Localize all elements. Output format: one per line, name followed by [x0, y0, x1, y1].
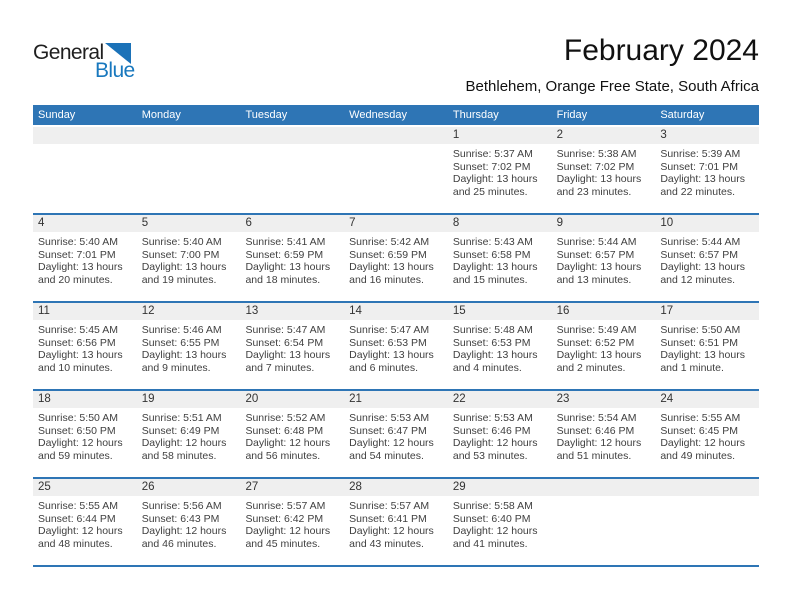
day-number: 17 — [655, 303, 759, 320]
daylight-minutes-text: and 59 minutes. — [38, 450, 113, 463]
sunset-text: Sunset: 6:51 PM — [660, 336, 738, 349]
day-cell-14 — [344, 303, 448, 389]
daylight-hours-text: Daylight: 13 hours — [556, 173, 642, 186]
sunrise-text: Sunrise: 5:48 AM — [452, 324, 533, 336]
sunset-text: Sunset: 7:00 PM — [141, 248, 220, 261]
day-cell-9 — [552, 215, 656, 301]
sunset-text: Sunset: 6:53 PM — [349, 336, 427, 349]
daylight-minutes-text: and 15 minutes. — [452, 274, 528, 287]
daylight-hours-text: Daylight: 12 hours — [141, 437, 227, 450]
daylight-minutes-text: and 43 minutes. — [349, 538, 424, 551]
sunrise-text: Sunrise: 5:44 AM — [556, 236, 637, 248]
daylight-minutes-text: and 45 minutes. — [245, 538, 321, 551]
day-cell-3 — [655, 127, 759, 213]
day-details — [552, 408, 656, 463]
day-details — [33, 408, 137, 463]
day-details — [344, 408, 448, 463]
sunrise-text: Sunrise: 5:54 AM — [556, 412, 637, 424]
day-cell-7 — [344, 215, 448, 301]
weekday-header-tuesday: Tuesday — [245, 109, 288, 121]
weeks-container — [33, 127, 759, 567]
sunset-text: Sunset: 6:59 PM — [349, 248, 427, 261]
day-cell-12 — [137, 303, 241, 389]
daylight-hours-text: Daylight: 13 hours — [245, 261, 331, 274]
daylight-hours-text: Daylight: 12 hours — [245, 525, 331, 538]
day-number: 3 — [655, 127, 759, 144]
week-row — [33, 477, 759, 567]
day-number: 15 — [448, 303, 552, 320]
daylight-minutes-text: and 53 minutes. — [452, 450, 528, 463]
daylight-hours-text: Daylight: 13 hours — [660, 173, 745, 186]
daylight-hours-text: Daylight: 12 hours — [452, 437, 538, 450]
daylight-hours-text: Daylight: 12 hours — [660, 437, 745, 450]
daylight-minutes-text: and 18 minutes. — [245, 274, 321, 287]
daylight-hours-text: Daylight: 13 hours — [141, 261, 227, 274]
day-number: 21 — [344, 391, 448, 408]
day-number: 11 — [33, 303, 137, 320]
sunset-text: Sunset: 6:53 PM — [452, 336, 531, 349]
sunrise-text: Sunrise: 5:55 AM — [38, 500, 118, 512]
sunrise-text: Sunrise: 5:47 AM — [245, 324, 326, 336]
day-cell-23 — [552, 391, 656, 477]
day-cell-16 — [552, 303, 656, 389]
weekday-header-sunday: Sunday — [38, 109, 76, 121]
day-number — [344, 127, 448, 144]
daylight-minutes-text: and 46 minutes. — [141, 538, 217, 551]
day-details — [33, 232, 137, 287]
week-row — [33, 213, 759, 301]
weekday-header-wednesday: Wednesday — [349, 109, 408, 121]
daylight-minutes-text: and 6 minutes. — [349, 362, 419, 375]
daylight-hours-text: Daylight: 13 hours — [245, 349, 331, 362]
daylight-hours-text: Daylight: 13 hours — [141, 349, 227, 362]
sunset-text: Sunset: 7:01 PM — [660, 160, 738, 173]
sunrise-text: Sunrise: 5:44 AM — [660, 236, 741, 248]
daylight-hours-text: Daylight: 12 hours — [141, 525, 227, 538]
daylight-minutes-text: and 20 minutes. — [38, 274, 113, 287]
day-number — [552, 479, 656, 496]
sunrise-text: Sunrise: 5:57 AM — [245, 500, 326, 512]
day-cell-1 — [448, 127, 552, 213]
sunset-text: Sunset: 6:46 PM — [452, 424, 531, 437]
day-cell-8 — [448, 215, 552, 301]
sunrise-text: Sunrise: 5:40 AM — [38, 236, 118, 248]
day-cell-empty — [344, 127, 448, 213]
sunrise-text: Sunrise: 5:51 AM — [141, 412, 222, 424]
daylight-hours-text: Daylight: 13 hours — [556, 261, 642, 274]
sunset-text: Sunset: 6:57 PM — [556, 248, 635, 261]
day-number: 13 — [240, 303, 344, 320]
day-details — [655, 320, 759, 375]
day-details — [137, 496, 241, 551]
sunset-text: Sunset: 7:02 PM — [452, 160, 531, 173]
day-details — [655, 144, 759, 199]
sunrise-text: Sunrise: 5:52 AM — [245, 412, 326, 424]
daylight-hours-text: Daylight: 13 hours — [556, 349, 642, 362]
day-number: 18 — [33, 391, 137, 408]
sunrise-text: Sunrise: 5:53 AM — [349, 412, 430, 424]
daylight-hours-text: Daylight: 12 hours — [349, 525, 434, 538]
daylight-minutes-text: and 23 minutes. — [556, 186, 632, 199]
sunset-text: Sunset: 6:45 PM — [660, 424, 738, 437]
day-number: 24 — [655, 391, 759, 408]
day-cell-empty — [137, 127, 241, 213]
sunrise-text: Sunrise: 5:53 AM — [452, 412, 533, 424]
day-cell-22 — [448, 391, 552, 477]
sunrise-text: Sunrise: 5:37 AM — [452, 148, 533, 160]
day-number: 28 — [344, 479, 448, 496]
day-details — [655, 408, 759, 463]
day-details — [240, 232, 344, 287]
day-number: 5 — [137, 215, 241, 232]
sunset-text: Sunset: 6:55 PM — [141, 336, 220, 349]
day-cell-19 — [137, 391, 241, 477]
location-subtitle: Bethlehem, Orange Free State, South Africa — [465, 77, 759, 95]
day-number: 12 — [137, 303, 241, 320]
daylight-hours-text: Daylight: 12 hours — [556, 437, 642, 450]
day-cell-27 — [240, 479, 344, 565]
day-number: 25 — [33, 479, 137, 496]
sunrise-text: Sunrise: 5:43 AM — [452, 236, 533, 248]
day-cell-11 — [33, 303, 137, 389]
daylight-hours-text: Daylight: 12 hours — [38, 437, 123, 450]
day-cell-28 — [344, 479, 448, 565]
daylight-minutes-text: and 4 minutes. — [452, 362, 522, 375]
sunrise-text: Sunrise: 5:42 AM — [349, 236, 430, 248]
daylight-hours-text: Daylight: 12 hours — [245, 437, 331, 450]
sunrise-text: Sunrise: 5:58 AM — [452, 500, 533, 512]
day-number: 4 — [33, 215, 137, 232]
daylight-minutes-text: and 48 minutes. — [38, 538, 113, 551]
day-number: 7 — [344, 215, 448, 232]
daylight-minutes-text: and 22 minutes. — [660, 186, 736, 199]
day-details — [448, 144, 552, 199]
sunset-text: Sunset: 6:59 PM — [245, 248, 324, 261]
day-cell-13 — [240, 303, 344, 389]
weekday-header-monday: Monday — [141, 109, 181, 121]
day-number: 26 — [137, 479, 241, 496]
sunset-text: Sunset: 6:46 PM — [556, 424, 635, 437]
sunset-text: Sunset: 6:49 PM — [141, 424, 220, 437]
sunset-text: Sunset: 6:48 PM — [245, 424, 324, 437]
sunrise-text: Sunrise: 5:40 AM — [141, 236, 222, 248]
day-number: 6 — [240, 215, 344, 232]
day-details — [240, 408, 344, 463]
day-details — [240, 320, 344, 375]
sunset-text: Sunset: 7:02 PM — [556, 160, 635, 173]
day-cell-25 — [33, 479, 137, 565]
daylight-minutes-text: and 51 minutes. — [556, 450, 632, 463]
daylight-minutes-text: and 2 minutes. — [556, 362, 626, 375]
daylight-hours-text: Daylight: 13 hours — [38, 261, 123, 274]
day-cell-17 — [655, 303, 759, 389]
day-details — [344, 496, 448, 551]
day-number: 1 — [448, 127, 552, 144]
day-number: 10 — [655, 215, 759, 232]
day-cell-empty — [33, 127, 137, 213]
day-number: 19 — [137, 391, 241, 408]
daylight-hours-text: Daylight: 12 hours — [452, 525, 538, 538]
day-details — [448, 232, 552, 287]
day-number: 8 — [448, 215, 552, 232]
daylight-minutes-text: and 25 minutes. — [452, 186, 528, 199]
sunset-text: Sunset: 6:47 PM — [349, 424, 427, 437]
sunrise-text: Sunrise: 5:50 AM — [38, 412, 118, 424]
week-row — [33, 301, 759, 389]
day-cell-empty — [655, 479, 759, 565]
sunset-text: Sunset: 6:43 PM — [141, 512, 220, 525]
sunrise-text: Sunrise: 5:55 AM — [660, 412, 741, 424]
day-number — [137, 127, 241, 144]
sunset-text: Sunset: 7:01 PM — [38, 248, 116, 261]
day-cell-empty — [240, 127, 344, 213]
sunrise-text: Sunrise: 5:47 AM — [349, 324, 430, 336]
day-details — [448, 408, 552, 463]
day-cell-5 — [137, 215, 241, 301]
day-cell-29 — [448, 479, 552, 565]
sunset-text: Sunset: 6:42 PM — [245, 512, 324, 525]
day-details — [137, 320, 241, 375]
day-details — [137, 232, 241, 287]
sunset-text: Sunset: 6:58 PM — [452, 248, 531, 261]
sunset-text: Sunset: 6:50 PM — [38, 424, 116, 437]
day-cell-15 — [448, 303, 552, 389]
day-number — [33, 127, 137, 144]
daylight-minutes-text: and 12 minutes. — [660, 274, 736, 287]
sunset-text: Sunset: 6:52 PM — [556, 336, 635, 349]
logo-text-blue: Blue — [95, 59, 135, 82]
day-details — [552, 144, 656, 199]
weekday-header-friday: Friday — [556, 109, 588, 121]
day-number: 16 — [552, 303, 656, 320]
week-row — [33, 127, 759, 213]
day-details — [240, 496, 344, 551]
day-number: 9 — [552, 215, 656, 232]
daylight-hours-text: Daylight: 13 hours — [349, 261, 434, 274]
daylight-hours-text: Daylight: 13 hours — [452, 173, 538, 186]
sunrise-text: Sunrise: 5:46 AM — [141, 324, 222, 336]
sunrise-text: Sunrise: 5:49 AM — [556, 324, 637, 336]
sunrise-text: Sunrise: 5:56 AM — [141, 500, 222, 512]
day-cell-4 — [33, 215, 137, 301]
day-details — [33, 496, 137, 551]
daylight-minutes-text: and 54 minutes. — [349, 450, 424, 463]
sunset-text: Sunset: 6:40 PM — [452, 512, 531, 525]
daylight-minutes-text: and 13 minutes. — [556, 274, 632, 287]
sunset-text: Sunset: 6:57 PM — [660, 248, 738, 261]
day-number: 20 — [240, 391, 344, 408]
day-details — [344, 320, 448, 375]
day-details — [552, 320, 656, 375]
day-cell-24 — [655, 391, 759, 477]
daylight-hours-text: Daylight: 13 hours — [452, 349, 538, 362]
day-cell-empty — [552, 479, 656, 565]
weekday-header-thursday: Thursday — [452, 109, 499, 121]
daylight-minutes-text: and 16 minutes. — [349, 274, 424, 287]
daylight-minutes-text: and 41 minutes. — [452, 538, 528, 551]
day-cell-21 — [344, 391, 448, 477]
day-details — [655, 232, 759, 287]
daylight-minutes-text: and 58 minutes. — [141, 450, 217, 463]
daylight-minutes-text: and 56 minutes. — [245, 450, 321, 463]
sunrise-text: Sunrise: 5:39 AM — [660, 148, 741, 160]
daylight-hours-text: Daylight: 13 hours — [349, 349, 434, 362]
weekday-header-saturday: Saturday — [660, 109, 705, 121]
day-number: 27 — [240, 479, 344, 496]
daylight-minutes-text: and 10 minutes. — [38, 362, 113, 375]
day-number: 29 — [448, 479, 552, 496]
calendar-grid — [33, 105, 759, 567]
day-details — [552, 232, 656, 287]
daylight-hours-text: Daylight: 12 hours — [38, 525, 123, 538]
daylight-minutes-text: and 7 minutes. — [245, 362, 315, 375]
sunrise-text: Sunrise: 5:38 AM — [556, 148, 637, 160]
day-number: 23 — [552, 391, 656, 408]
month-title: February 2024 — [563, 34, 759, 67]
day-details — [448, 496, 552, 551]
daylight-hours-text: Daylight: 13 hours — [452, 261, 538, 274]
day-details — [33, 320, 137, 375]
daylight-minutes-text: and 19 minutes. — [141, 274, 217, 287]
day-cell-10 — [655, 215, 759, 301]
daylight-hours-text: Daylight: 13 hours — [38, 349, 123, 362]
daylight-hours-text: Daylight: 12 hours — [349, 437, 434, 450]
day-number — [655, 479, 759, 496]
weekday-header-row — [33, 105, 759, 125]
day-number — [240, 127, 344, 144]
daylight-minutes-text: and 1 minute. — [660, 362, 724, 375]
daylight-minutes-text: and 9 minutes. — [141, 362, 211, 375]
sunset-text: Sunset: 6:54 PM — [245, 336, 324, 349]
sunrise-text: Sunrise: 5:57 AM — [349, 500, 430, 512]
general-blue-logo — [33, 42, 135, 81]
day-cell-18 — [33, 391, 137, 477]
logo-text-general: General — [33, 41, 104, 64]
day-details — [344, 232, 448, 287]
day-details — [448, 320, 552, 375]
week-row — [33, 389, 759, 477]
sunrise-text: Sunrise: 5:45 AM — [38, 324, 118, 336]
sunset-text: Sunset: 6:56 PM — [38, 336, 116, 349]
sunrise-text: Sunrise: 5:41 AM — [245, 236, 326, 248]
daylight-hours-text: Daylight: 13 hours — [660, 261, 745, 274]
daylight-minutes-text: and 49 minutes. — [660, 450, 736, 463]
day-number: 14 — [344, 303, 448, 320]
daylight-hours-text: Daylight: 13 hours — [660, 349, 745, 362]
sunrise-text: Sunrise: 5:50 AM — [660, 324, 741, 336]
sunset-text: Sunset: 6:44 PM — [38, 512, 116, 525]
title-block — [466, 34, 760, 95]
day-number: 2 — [552, 127, 656, 144]
day-cell-20 — [240, 391, 344, 477]
day-cell-6 — [240, 215, 344, 301]
day-cell-2 — [552, 127, 656, 213]
sunset-text: Sunset: 6:41 PM — [349, 512, 427, 525]
day-number: 22 — [448, 391, 552, 408]
day-details — [137, 408, 241, 463]
day-cell-26 — [137, 479, 241, 565]
